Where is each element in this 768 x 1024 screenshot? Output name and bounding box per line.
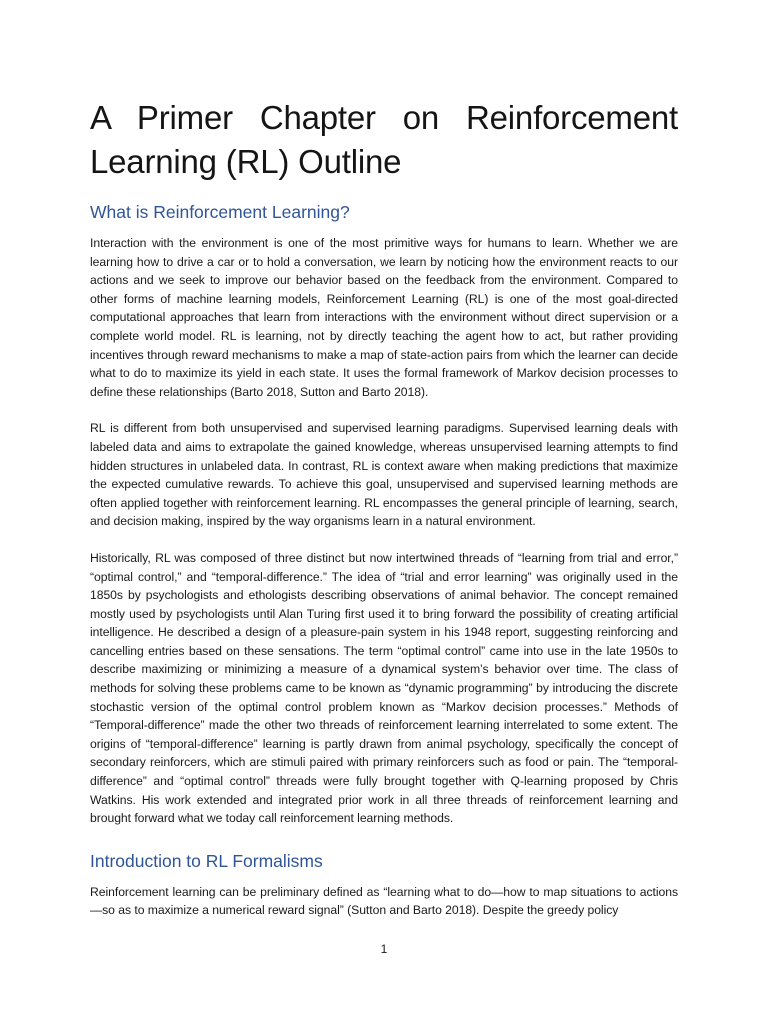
document-title — [90, 96, 678, 184]
document-title-line-1: A Primer Chapter on Reinforcement — [90, 99, 678, 136]
section-heading-rl-formalisms: Introduction to RL Formalisms — [90, 850, 323, 871]
page-content — [90, 96, 678, 920]
page-number: 1 — [380, 942, 388, 956]
document-title-line-2: Learning (RL) Outline — [90, 143, 402, 180]
paragraph-learning-paradigms: RL is different from both unsupervised and supervised learning paradigms. Supervised learning deals with labeled data and aims to extrapolate the gained knowledge, whereas unsupervised learning attempts to find hidden structures in unlabeled data. In contrast, RL is context aware when making predictions that maximize the expected cumulative rewards. To achieve this goal, unsupervised and supervised learning methods are often applied together with reinforcement learning. RL encompasses the general principle of learning, search, and decision making, inspired by the way organisms learn in a natural environment. — [90, 421, 678, 529]
paragraph-rl-definition: Reinforcement learning can be preliminary defined as “learning what to do—how to map situations to actions—so as to maximize a numerical reward signal” (Sutton and Barto 2018). Despite the greedy policy — [90, 884, 678, 918]
paragraph-intro: Interaction with the environment is one of the most primitive ways for humans to learn. Whether we are learning how to drive a car or to hold a conversation, we learn by noticing how the environment reacts to our actions and we seek to improve our behavior based on the feedback from the environment. Compared to other forms of machine learning models, Reinforcement Learning (RL) is one of the most goal-directed computational approaches that learn from interactions with the environment without direct supervision or a complete world model. RL is learning, not by directly teaching the agent how to act, but rather providing incentives through reward mechanisms to make a map of state-action pairs from which the learner can decide what to do to maximize its yield in each state. It uses the formal framework of Markov decision processes to define these relationships (Barto 2018, Sutton and Barto 2018). — [90, 236, 678, 399]
paragraph-history: Historically, RL was composed of three distinct but now intertwined threads of “learning from trial and error,” “optimal control,” and “temporal-difference.” The idea of “trial and error learning” was originally used in the 1850s by psychologists and ethologists describing observations of animal behavior. The concept remained mostly used by psychologists until Alan Turing first used it to bring forward the possibility of creating artificial intelligence. He described a design of a pleasure-pain system in his 1948 report, suggesting reinforcing and cancelling entries based on these sensations. The term “optimal control” came into use in the late 1950s to describe maximizing or minimizing a measure of a dynamical system’s behavior over time. The class of methods for solving these problems came to be known as “dynamic programming” by introducing the discrete stochastic version of the optimal control problem known as “Markov decision processes.” Methods of “Temporal-difference” made the other two threads of reinforcement learning interrelated to some extent. The origins of “temporal-difference” learning is partly drawn from animal psychology, specifically the concept of secondary reinforcers, which are stimuli paired with primary reinforcers such as food or pain. The “temporal-difference” and “optimal control” threads were fully brought together with Q-learning proposed by Chris Watkins. His work extended and integrated prior work in all three threads of reinforcement learning and brought forward what we today call reinforcement learning methods. — [90, 550, 678, 826]
section-heading-what-is-rl: What is Reinforcement Learning? — [90, 202, 350, 222]
